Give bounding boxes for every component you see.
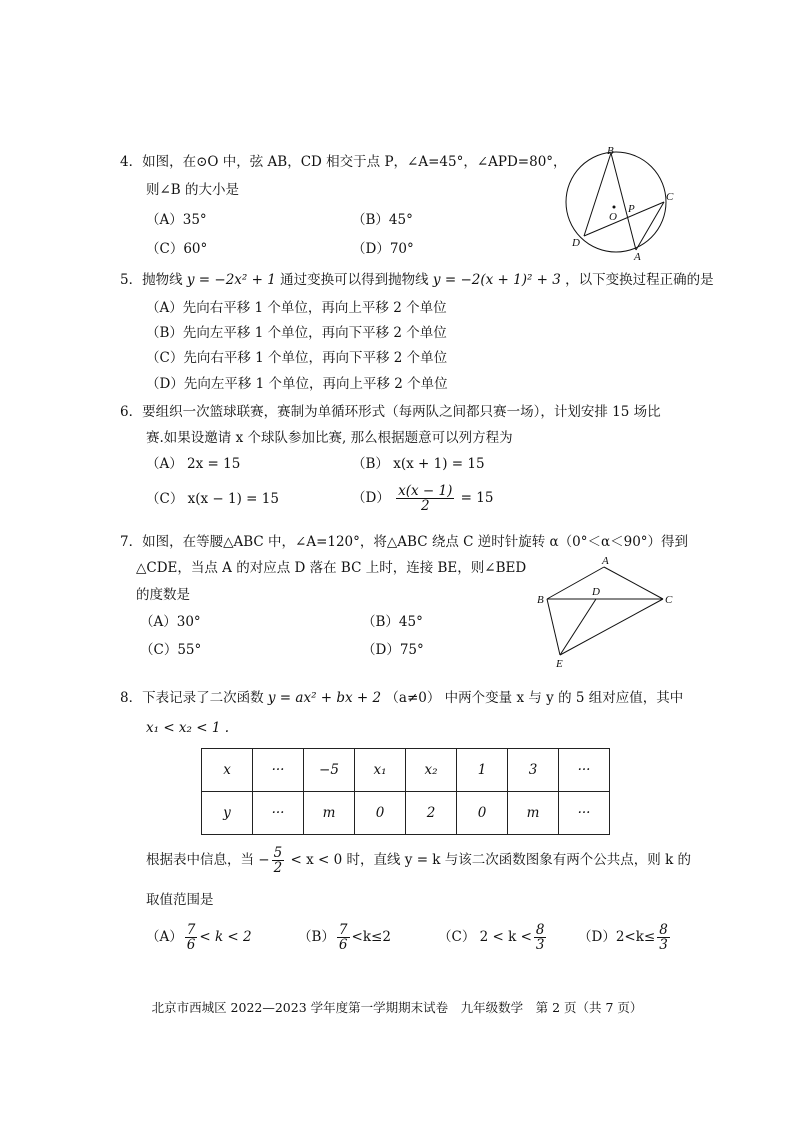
q8-stem: 8．下表记录了二次函数 y = ax² + bx + 2 （a≠0） 中两个变量 x 与 y 的 5 组对应值，其中	[120, 690, 684, 706]
q4-label-d: D	[572, 237, 580, 249]
q7-line1: 7．如图，在等腰△ABC 中，∠A=120°，将△ABC 绕点 C 逆时针旋转 α（0°＜α＜90°）得到	[120, 534, 689, 550]
table-cell: ···	[559, 749, 610, 792]
table-cell: 0	[355, 792, 406, 835]
table-cell: 3	[508, 749, 559, 792]
q7-line3: 的度数是	[136, 587, 190, 603]
q4-circle-figure	[556, 140, 680, 264]
q5-option-c: （C）先向右平移 1 个单位，再向下平移 2 个单位	[146, 350, 448, 366]
q8-line2: x₁ < x₂ < 1 .	[146, 720, 230, 736]
q4-option-c: （C）60°	[146, 241, 208, 257]
q7-option-c: （C）55°	[140, 642, 202, 658]
q4-label-a: A	[634, 251, 641, 263]
q6-option-c: （C） x(x − 1) = 15	[146, 491, 279, 507]
q4-option-b: （B）45°	[352, 212, 413, 228]
q4-line2: 则∠B 的大小是	[146, 182, 240, 198]
q8-line3: 根据表中信息，当 − $\frac{5}{2}$ < x < 0 时，直线 y = k 与该二次函数图象有两个公共点，则 k 的	[146, 845, 692, 876]
table-cell: m	[508, 792, 559, 835]
q8-option-a: （A） $\frac{7}{6}$ < k < 2	[146, 922, 252, 953]
q5-option-d: （D）先向左平移 1 个单位，再向上平移 2 个单位	[146, 376, 448, 392]
q6-option-d-fraction: $\frac{x(x - 1)}{2}$	[398, 483, 453, 514]
table-cell: x₁	[355, 749, 406, 792]
q4-line1: 4．如图，在⊙O 中，弦 AB，CD 相交于点 P，∠A=45°，∠APD=80°，	[120, 154, 567, 170]
q7-label-d: D	[592, 586, 600, 598]
q7-label-a: A	[602, 555, 609, 567]
table-row	[202, 792, 610, 835]
table-cell: ···	[253, 749, 304, 792]
q5-option-a: （A）先向右平移 1 个单位，再向上平移 2 个单位	[146, 300, 447, 316]
q4-label-c: C	[666, 191, 674, 203]
table-cell: 1	[457, 749, 508, 792]
q8-option-c-fraction: $\frac{8}{3}$	[535, 922, 545, 953]
q8-option-a-fraction: $\frac{7}{6}$	[186, 922, 196, 953]
q8-option-b-fraction: $\frac{7}{6}$	[338, 922, 348, 953]
q4-label-p: P	[628, 203, 635, 215]
q4-option-a: （A）35°	[146, 212, 207, 228]
q5-expr1: y = −2x² + 1	[186, 272, 276, 288]
q7-label-b: B	[537, 594, 544, 606]
q6-option-b: （B） x(x + 1) = 15	[352, 456, 485, 472]
q4-label-b: B	[607, 145, 614, 157]
q7-triangle-figure	[530, 552, 680, 672]
q4-option-d: （D）70°	[352, 241, 414, 257]
table-cell: y	[202, 792, 253, 835]
table-cell: x₂	[406, 749, 457, 792]
table-cell: 2	[406, 792, 457, 835]
q7-option-a: （A）30°	[140, 614, 201, 630]
table-cell: x	[202, 749, 253, 792]
table-cell: −5	[304, 749, 355, 792]
q8-line3-fraction: $\frac{5}{2}$	[273, 845, 283, 876]
q7-option-b: （B）45°	[362, 614, 423, 630]
q7-line2: △CDE，当点 A 的对应点 D 落在 BC 上时，连接 BE，则∠BED	[136, 560, 527, 576]
q6-option-a: （A） 2x = 15	[146, 456, 241, 472]
q7-label-c: C	[665, 594, 673, 606]
table-row	[202, 749, 610, 792]
q8-line4: 取值范围是	[146, 892, 214, 908]
q8-option-d: （D）2<k≤ $\frac{8}{3}$	[578, 922, 668, 953]
table-cell: ···	[559, 792, 610, 835]
q6-line1: 6．要组织一次篮球联赛，赛制为单循环形式（每两队之间都只赛一场），计划安排 15 场比	[120, 404, 661, 420]
q8-option-b: （B） $\frac{7}{6}$ <k≤2	[298, 922, 391, 953]
q5-option-b: （B）先向左平移 1 个单位，再向下平移 2 个单位	[146, 325, 447, 341]
page-footer: 北京市西城区 2022—2023 学年度第一学期期末试卷 九年级数学 第 2 页（共 7 页）	[151, 1000, 643, 1015]
q8-expr: y = ax² + bx + 2	[267, 690, 382, 706]
q4-label-o: O	[609, 211, 617, 223]
table-cell: ···	[253, 792, 304, 835]
table-cell: 0	[457, 792, 508, 835]
q6-line2: 赛.如果设邀请 x 个球队参加比赛, 那么根据题意可以列方程为	[146, 430, 513, 446]
q6-option-d: （D） $\frac{x(x - 1)}{2}$ = 15	[352, 483, 494, 514]
q5-expr2: y = −2(x + 1)² + 3	[432, 272, 561, 288]
q5-stem: 5．抛物线 y = −2x² + 1 通过变换可以得到抛物线 y = −2(x + 1)² + 3 ，以下变换过程正确的是	[120, 272, 714, 288]
q8-value-table	[201, 748, 610, 835]
q7-label-e: E	[556, 658, 563, 670]
q7-option-d: （D）75°	[362, 642, 424, 658]
q8-option-d-fraction: $\frac{8}{3}$	[659, 922, 668, 953]
table-cell: m	[304, 792, 355, 835]
q8-option-c: （C） 2 < k < $\frac{8}{3}$	[438, 922, 545, 953]
